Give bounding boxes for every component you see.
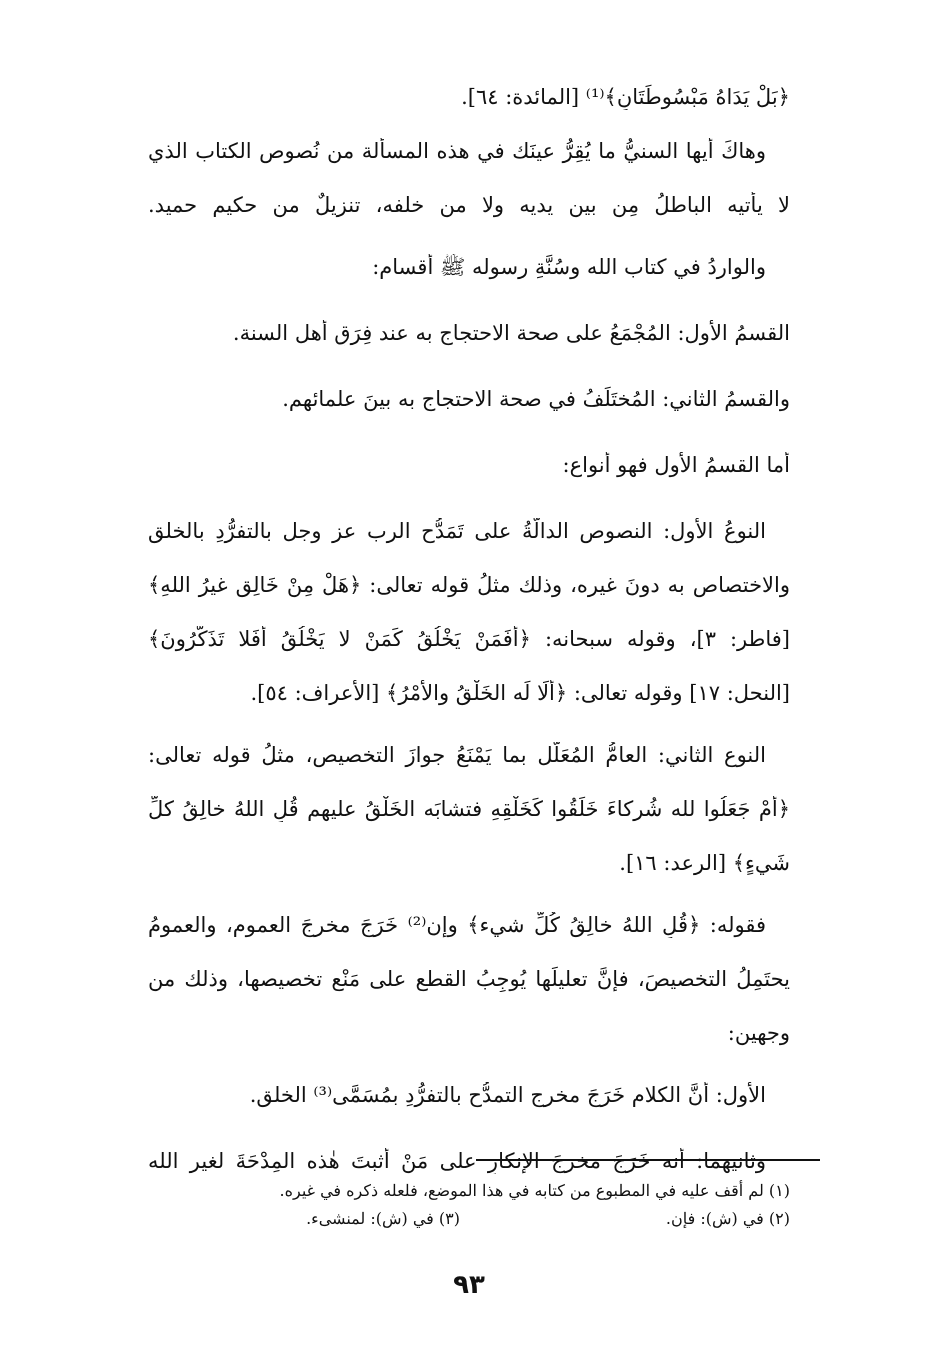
text-line: وثانيهما: أنه خَرَجَ مخرجَ الإنكارِ على مَنْ أثبتَ هٰذه المِدْحَةَ لغير الله (148, 1149, 766, 1173)
page-number: ٩٣ (453, 1270, 485, 1300)
text-line: [النحل: ١٧] وقوله تعالى: ﴿أَلَا لَه الخَلْقُ والأَمْرُ﴾ [الأعراف: ٥٤]. (250, 681, 790, 705)
text-line: ﴿بَلْ يَدَاهُ مَبْسُوطَتَانِ﴾⁽¹⁾ [المائدة: ٦٤]. (461, 85, 790, 109)
text-line: والاختصاص به دونَ غيره، وذلك مثلُ قوله تعالى: ﴿هَلْ مِنْ خَالِقٍ غيرُ اللهِ﴾ (148, 573, 790, 597)
text-line: القسمُ الأول: المُجْمَعُ على صحة الاحتجاج به عند فِرَقِ أهل السنة. (232, 321, 790, 345)
text-line: فقوله: ﴿قُلِ اللهُ خالِقُ كُلِّ شيء﴾ وإن⁽²⁾ خَرَجَ مخرجَ العموم، والعمومُ (148, 913, 766, 937)
footnotes (148, 1180, 790, 1236)
text-line: لا يأتيه الباطلُ مِن بينِ يديه ولا من خلفه، تنزيلٌ من حكيم حميد. (148, 193, 790, 217)
footnote-separator (476, 1159, 820, 1161)
text-line: [فاطر: ٣]، وقوله سبحانه: ﴿أَفَمَنْ يَخْلُقُ كَمَنْ لا يَخْلُقُ أَفَلا تَذَكَّرُونَ﴾ (148, 627, 790, 651)
text-line: أما القسمُ الأول فهو أنواع: (562, 453, 790, 477)
footnote-1: (١) لم أقف عليه في المطبوع من كتابه في هذا الموضع، فلعله ذكره في غيره. (279, 1181, 790, 1200)
footnote-3: (٣) في (ش): لمنشىء. (306, 1209, 460, 1228)
text-line: ﴿أَمْ جَعَلُوا لله شُركاءَ خَلَقُوا كَخَلْقِهِ فتشابَه الخَلْقُ عليهم قُلِ اللهُ خالِقُ كلِّ (148, 797, 790, 821)
text-line: شَيءٍ﴾ [الرعد: ١٦]. (619, 851, 790, 875)
footnote-2: (٢) في (ش): فإن. (665, 1209, 790, 1228)
text-line: والواردُ في كتاب الله وسُنَّةِ رسوله ﷺ أقسام: (372, 255, 766, 279)
text-line: النوعُ الأول: النصوص الدالَّةُ على تَمَدُّحِ الرب عز وجل بالتفرُّدِ بالخلق (148, 519, 766, 543)
text-line: يحتَمِلُ التخصيصَ، فإنَّ تعليلَها يُوجِبُ القطع على مَنْعِ تخصيصها، وذلك من (148, 967, 790, 991)
text-line: الأول: أنَّ الكلام خَرَجَ مخرج التمدُّحِ بالتفرُّدِ بمُسَمَّى⁽³⁾ الخلق. (249, 1083, 766, 1107)
footnote-row (148, 1208, 790, 1236)
text-line: وجهين: (727, 1021, 790, 1045)
text-line: النوع الثاني: العامُّ المُعَلَّل بما يَمْنَعُ جوازَ التخصيص، مثلُ قوله تعالى: (148, 743, 766, 767)
text-line: والقسمُ الثاني: المُختَلَفُ في صحة الاحتجاج به بينَ علمائهم. (282, 387, 790, 411)
main-text (148, 84, 790, 1174)
text-line: وهاكَ أيها السنيُّ ما يُقِرُّ عينَك في هذه المسألة من نُصوص الكتاب الذي (148, 139, 766, 163)
